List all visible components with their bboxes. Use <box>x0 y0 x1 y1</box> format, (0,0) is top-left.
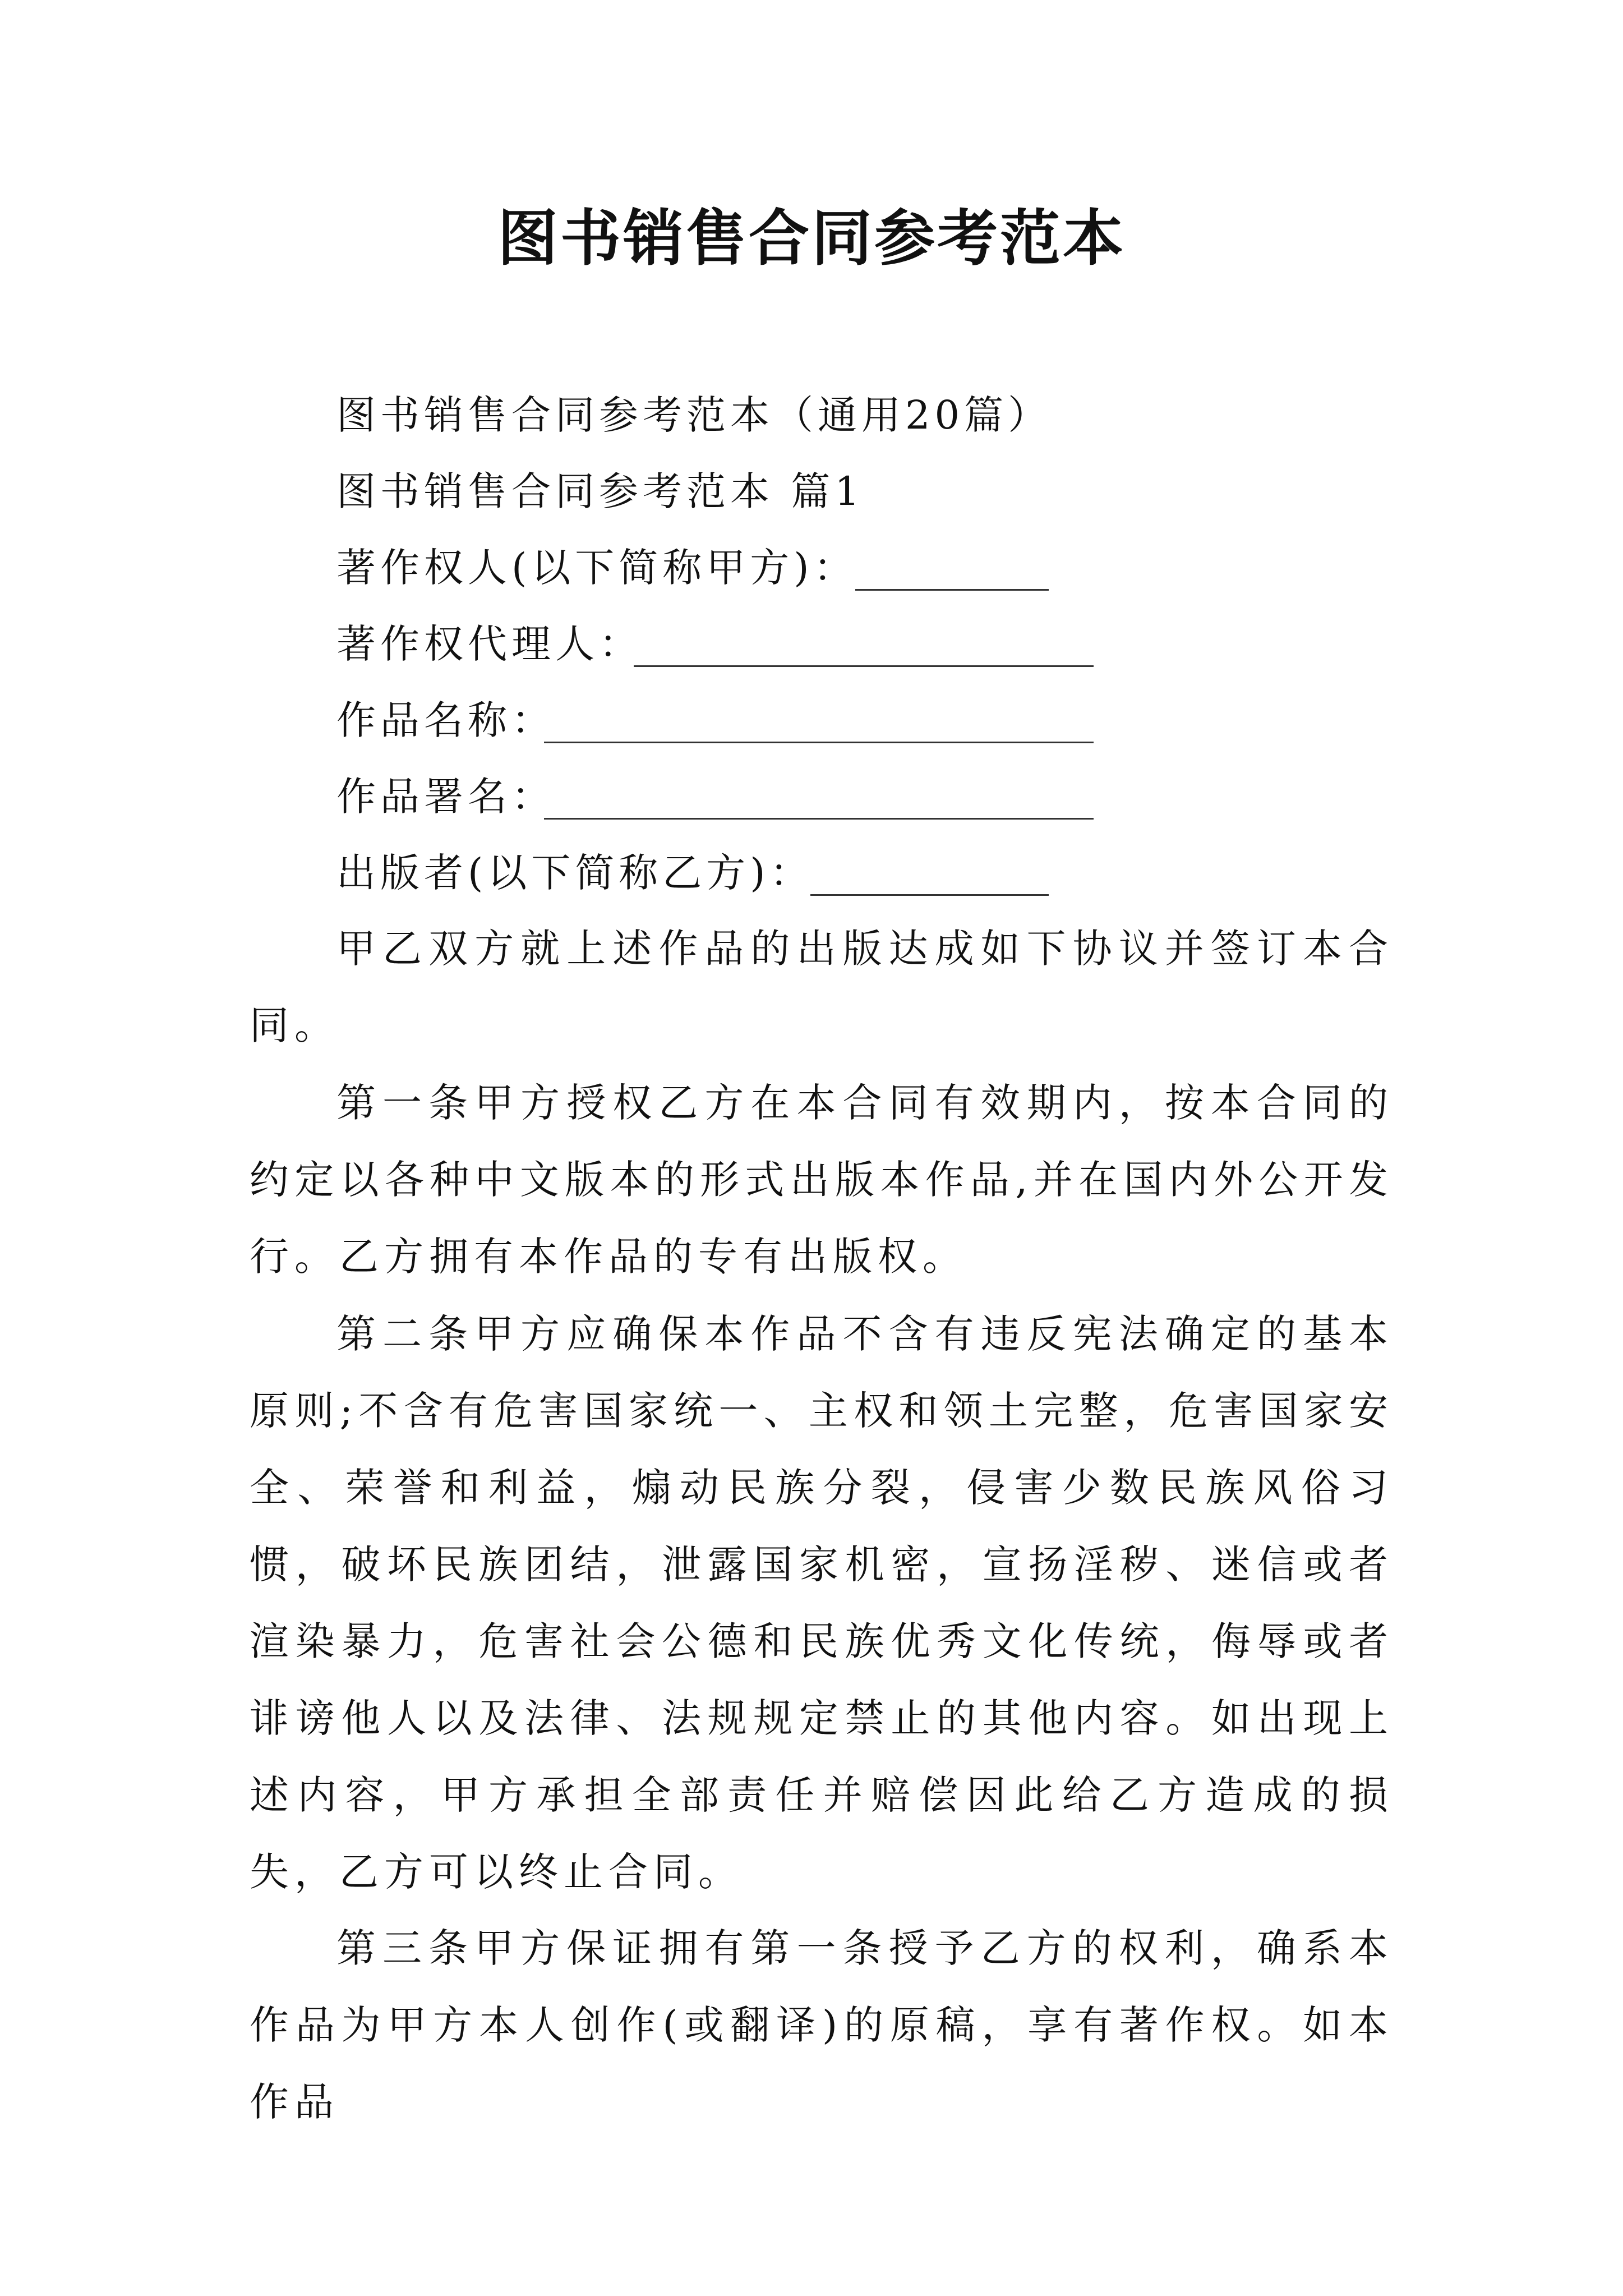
field-work-title-blank <box>544 742 1094 743</box>
field-copyright-agent-blank <box>634 665 1094 667</box>
field-work-byline-blank <box>544 818 1094 820</box>
paragraph-article-2: 第二条甲方应确保本作品不含有违反宪法确定的基本原则;不含有危害国家统一、主权和领土完整，危害国家安全、荣誉和利益，煽动民族分裂，侵害少数民族风俗习惯，破坏民族团结，泄露国家机密，宣扬淫秽、迷信或者渲染暴力，危害社会公德和民族优秀文化传统，侮辱或者诽谤他人以及法律、法规规定禁止的其他内容。如出现上述内容，甲方承担全部责任并赔偿因此给乙方造成的损失，乙方可以终止合同。 <box>250 1311 1394 1895</box>
document-title: 图书销售合同参考范本 <box>497 203 1126 274</box>
paragraph-article-3: 第三条甲方保证拥有第一条授予乙方的权利，确系本作品为甲方本人创作(或翻译)的原稿，享有著作权。如本作品 <box>250 1925 1394 2125</box>
paragraph-agreement: 甲乙双方就上述作品的出版达成如下协议并签订本合同。 <box>250 926 1394 1048</box>
section-heading: 图书销售合同参考范本 篇1 <box>336 468 864 514</box>
field-publisher-label: 出版者(以下简称乙方)： <box>336 850 814 896</box>
paragraph-article-1: 第一条甲方授权乙方在本合同有效期内，按本合同的约定以各种中文版本的形式出版本作品,并在国内外公开发行。乙方拥有本作品的专有出版权。 <box>250 1080 1394 1280</box>
field-copyright-holder-blank <box>855 589 1049 591</box>
field-publisher-blank <box>810 894 1049 896</box>
document-subtitle: 图书销售合同参考范本（通用20篇） <box>336 392 1052 438</box>
field-copyright-agent-label: 著作权代理人： <box>336 621 643 667</box>
field-work-byline-label: 作品署名： <box>336 774 555 820</box>
field-work-title-label: 作品名称： <box>336 697 555 743</box>
field-copyright-holder-label: 著作权人(以下简称甲方)： <box>336 545 857 591</box>
